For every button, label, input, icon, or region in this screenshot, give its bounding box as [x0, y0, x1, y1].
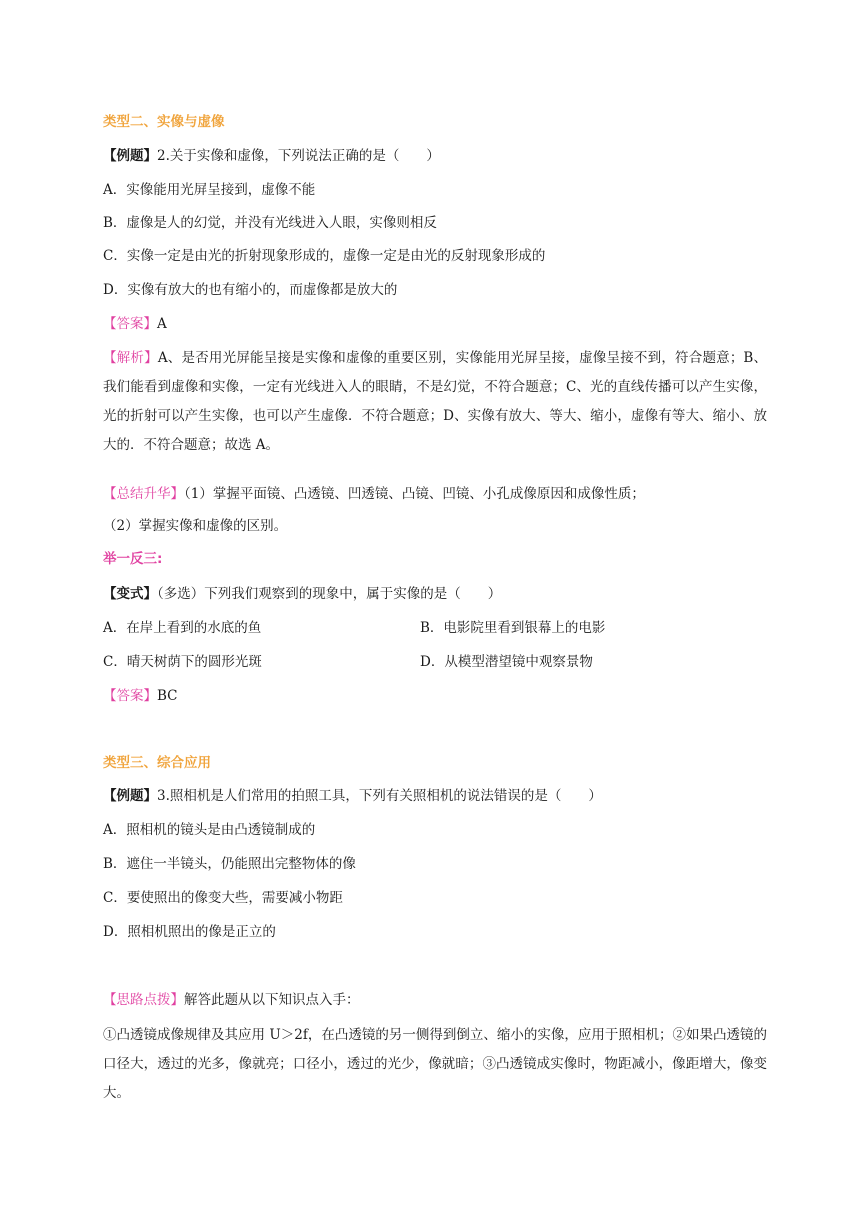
variant-answer-line [103, 686, 178, 706]
example-text: 2.关于实像和虚像，下列说法正确的是（ ） [157, 148, 440, 164]
q3-option-d: D．照相机照出的像是正立的 [103, 924, 276, 940]
example-question-3 [103, 786, 602, 806]
example-tag-3: 【例题】 [103, 788, 157, 804]
answer-tag: 【答案】 [103, 316, 157, 332]
example-tag: 【例题】 [103, 148, 157, 164]
answer-line [103, 314, 167, 334]
option-b: B．虚像是人的幻觉，并没有光线进入人眼，实像则相反 [103, 215, 437, 231]
variant-option-b: B．电影院里看到银幕上的电影 [420, 620, 606, 636]
analysis-paragraph [103, 344, 767, 460]
analysis-tag: 【解析】 [103, 350, 158, 366]
summary-tag: 【总结升华】 [103, 486, 184, 502]
q3-option-b: B．遮住一半镜头，仍能照出完整物体的像 [103, 856, 356, 872]
practice-heading: 举一反三: [103, 551, 163, 567]
summary-line-2: （2）掌握实像和虚像的区别。 [103, 518, 288, 534]
answer-value: A [157, 316, 167, 332]
section-heading-type3: 类型三、综合应用 [103, 755, 211, 771]
variant-answer-value: BC [157, 688, 178, 704]
variant-option-a: A．在岸上看到的水底的鱼 [103, 620, 262, 636]
summary-text-1: （1）掌握平面镜、凸透镜、凹透镜、凸镜、凹镜、小孔成像原因和成像性质； [184, 486, 645, 502]
q3-option-a: A．照相机的镜头是由凸透镜制成的 [103, 822, 316, 838]
option-c: C．实像一定是由光的折射现象形成的，虚像一定是由光的反射现象形成的 [103, 248, 546, 264]
hint-tag: 【思路点拨】 [103, 992, 184, 1008]
variant-answer-tag: 【答案】 [103, 688, 157, 704]
variant-option-d: D．从模型潜望镜中观察景物 [420, 654, 593, 670]
variant-text: （多选）下列我们观察到的现象中，属于实像的是（ ） [157, 586, 502, 602]
hint-intro: 解答此题从以下知识点入手： [184, 992, 360, 1008]
variant-option-c: C．晴天树荫下的圆形光斑 [103, 654, 262, 670]
example-question-2 [103, 146, 440, 166]
q3-option-c: C．要使照出的像变大些，需要减小物距 [103, 890, 343, 906]
option-d: D．实像有放大的也有缩小的，而虚像都是放大的 [103, 282, 398, 298]
hint-body: ①凸透镜成像规律及其应用 U＞2f，在凸透镜的另一侧得到倒立、缩小的实像，应用于照相机；②如果凸透镜的口径大，透过的光多，像就亮；口径小，透过的光少，像就暗；③凸透镜成实像时，物距减小，像距增大，像变大。 [103, 1027, 767, 1101]
variant-tag: 【变式】 [103, 586, 157, 602]
summary-line-1 [103, 484, 645, 504]
variant-question [103, 584, 501, 604]
option-a: A．实像能用光屏呈接到，虚像不能 [103, 182, 316, 198]
analysis-text: A、是否用光屏能呈接是实像和虚像的重要区别，实像能用光屏呈接，虚像呈接不到，符合题意；B、我们能看到虚像和实像，一定有光线进入人的眼睛，不是幻觉，不符合题意；C、光的直线传播可以产生实像，光的折射可以产生实像，也可以产生虚像．不符合题意；D、实像有放大、等大、缩小，虚像有等大、缩小、放大的．不符合题意；故选 A。 [103, 350, 768, 453]
example-text-3: 3.照相机是人们常用的拍照工具，下列有关照相机的说法错误的是（ ） [157, 788, 602, 804]
section-heading-type2: 类型二、实像与虚像 [103, 114, 225, 130]
hint-line [103, 990, 360, 1010]
